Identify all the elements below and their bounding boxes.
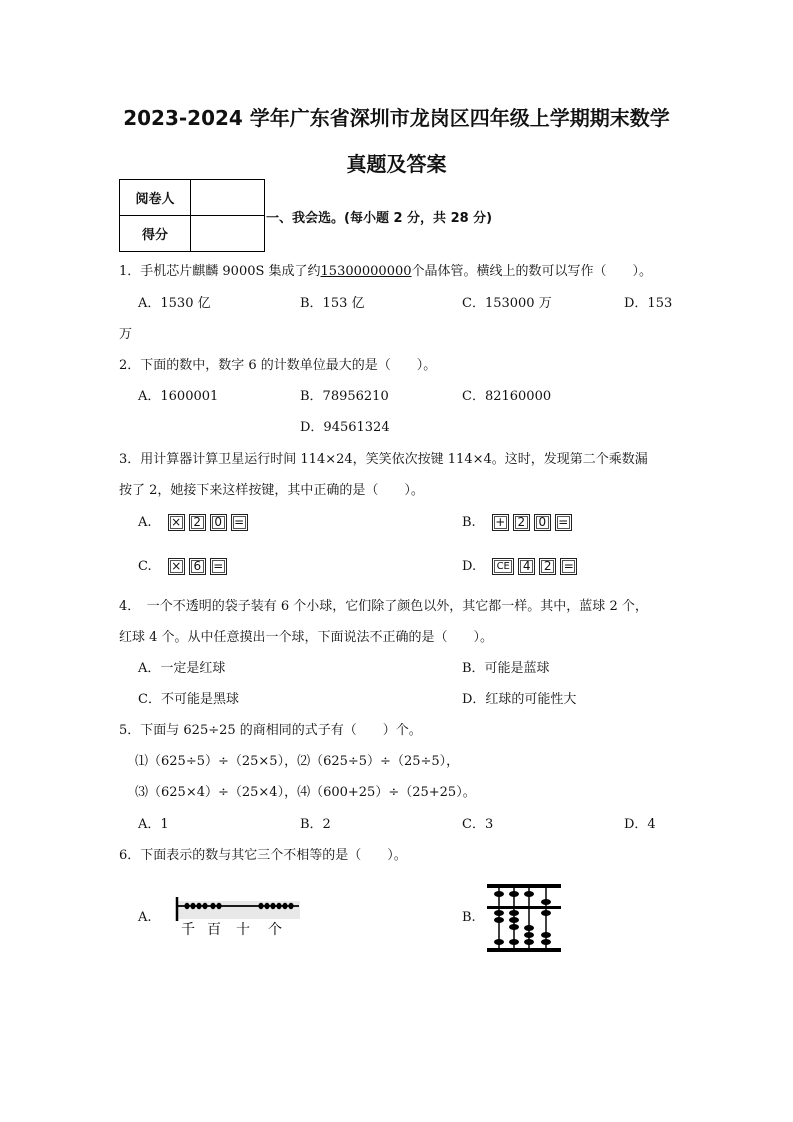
- bead: [524, 891, 534, 897]
- bead: [210, 903, 215, 909]
- question-3-line2: 按了 2，她接下来这样按键，其中正确的是（ ）。: [119, 483, 424, 498]
- q1-option-a: A．1530 亿: [138, 296, 211, 311]
- bead: [276, 903, 281, 909]
- key-plus: +: [492, 514, 509, 531]
- key-6: 6: [189, 558, 206, 575]
- q6-option-b-label: B.: [462, 910, 476, 925]
- bead: [270, 903, 275, 909]
- question-4-line2: 红球 4 个。从中任意摸出一个球，下面说法不正确的是（ ）。: [119, 630, 494, 645]
- bead: [196, 903, 201, 909]
- score-table: [119, 179, 265, 252]
- bead: [216, 903, 221, 909]
- bead: [184, 903, 189, 909]
- key-multiply: ×: [168, 558, 185, 575]
- q3-option-a: [138, 514, 252, 531]
- bead: [541, 939, 551, 945]
- key-2: 2: [189, 514, 206, 531]
- abacus-middle-bar: [487, 906, 561, 909]
- q6-option-a-label: A.: [138, 910, 152, 925]
- q1-post: 个晶体管。横线上的数可以写作（ ）。: [411, 264, 653, 279]
- q3-b-label: B.: [462, 515, 476, 530]
- bead: [509, 924, 519, 930]
- question-6-stem: 6．下面表示的数与其它三个不相等的是（ ）。: [119, 848, 407, 863]
- q1-option-c: C．153000 万: [462, 296, 552, 311]
- q3-option-b: [462, 514, 576, 531]
- bead: [509, 910, 519, 916]
- question-3-line1: 3．用计算器计算卫星运行时间 114×24，笑笑依次按键 114×4。这时，发现第二个乘数漏: [119, 452, 648, 467]
- q1-pre: 1．手机芯片麒麟 9000S 集成了约: [119, 264, 321, 279]
- bead-string-abacus: [172, 893, 304, 937]
- key-clear-entry: CE: [492, 558, 514, 575]
- q4-option-d: D．红球的可能性大: [462, 692, 577, 707]
- q4-option-b: B．可能是蓝球: [462, 661, 550, 676]
- bead: [258, 903, 263, 909]
- bead: [494, 891, 504, 897]
- key-2: 2: [539, 558, 556, 575]
- reviewer-label: 阅卷人: [120, 180, 191, 216]
- q5-option-d: D．4: [624, 817, 656, 832]
- q2-option-a: A．1600001: [138, 389, 219, 404]
- q1-option-d-cont: 万: [119, 327, 133, 342]
- q3-c-label: C.: [138, 559, 152, 574]
- place-label-hundreds: 百: [207, 922, 221, 937]
- q2-option-b: B．78956210: [300, 389, 389, 404]
- bead: [190, 903, 195, 909]
- place-label-ones: 个: [268, 922, 282, 937]
- score-label: 得分: [120, 216, 191, 252]
- bead: [541, 932, 551, 938]
- reviewer-cell: [191, 180, 265, 216]
- key-equals: =: [555, 514, 572, 531]
- bead: [494, 910, 504, 916]
- bead: [541, 899, 551, 905]
- q5-expr-line1: ⑴（625÷5）÷（25×5），⑵（625÷5）÷（25÷5），: [135, 754, 460, 769]
- bead: [264, 903, 269, 909]
- place-label-tens: 十: [236, 922, 250, 937]
- q4-option-c: C．不可能是黑球: [138, 692, 239, 707]
- bead: [541, 910, 551, 916]
- rod-abacus: [485, 880, 563, 956]
- abacus-rods: [499, 884, 546, 952]
- q3-d-label: D.: [462, 559, 477, 574]
- q5-option-b: B．2: [300, 817, 331, 832]
- q1-number: 15300000000: [320, 264, 412, 279]
- key-2: 2: [513, 514, 530, 531]
- bead: [509, 939, 519, 945]
- q1-option-d: D．153: [624, 296, 673, 311]
- abacus-top-bar: [487, 884, 561, 888]
- score-cell: [191, 216, 265, 252]
- q5-expr-line2: ⑶（625×4）÷（25×4），⑷（600+25）÷（25+25）。: [135, 785, 476, 800]
- bead: [509, 891, 519, 897]
- q3-option-c: [138, 558, 231, 575]
- bead: [524, 925, 534, 931]
- abacus-bottom-bar: [487, 948, 561, 952]
- bead: [494, 917, 504, 923]
- question-4-line1: 4． 一个不透明的袋子装有 6 个小球，它们除了颜色以外，其它都一样。其中，蓝球 2 个，: [119, 599, 648, 614]
- key-equals: =: [210, 558, 227, 575]
- key-equals: =: [560, 558, 577, 575]
- key-0: 0: [534, 514, 551, 531]
- q5-option-a: A．1: [138, 817, 169, 832]
- question-1-stem: [119, 260, 652, 279]
- abacus-rod-beads: [494, 891, 551, 945]
- bead: [202, 903, 207, 909]
- place-label-thousands: 千: [181, 922, 195, 937]
- q2-option-c: C．82160000: [462, 389, 552, 404]
- q2-option-d: D．94561324: [300, 420, 390, 435]
- q4-option-a: A．一定是红球: [138, 661, 226, 676]
- bead: [509, 917, 519, 923]
- question-2-stem: 2．下面的数中，数字 6 的计数单位最大的是（ ）。: [119, 358, 437, 373]
- q3-a-label: A.: [138, 515, 152, 530]
- q5-option-c: C．3: [462, 817, 494, 832]
- key-4: 4: [518, 558, 535, 575]
- q1-option-b: B．153 亿: [300, 296, 365, 311]
- bead: [524, 932, 534, 938]
- bead: [524, 939, 534, 945]
- bead: [288, 903, 293, 909]
- section-heading-1: 一、我会选。(每小题 2 分，共 28 分): [266, 211, 493, 226]
- key-multiply: ×: [168, 514, 185, 531]
- page-title-line2: 真题及答案: [346, 152, 447, 176]
- q3-option-d: [462, 558, 581, 575]
- bead: [494, 939, 504, 945]
- key-equals: =: [231, 514, 248, 531]
- key-0: 0: [210, 514, 227, 531]
- question-5-stem: 5．下面与 625÷25 的商相同的式子有（ ）个。: [119, 723, 422, 738]
- bead: [282, 903, 287, 909]
- page-title-line1: 2023-2024 学年广东省深圳市龙岗区四年级上学期期末数学: [123, 106, 670, 130]
